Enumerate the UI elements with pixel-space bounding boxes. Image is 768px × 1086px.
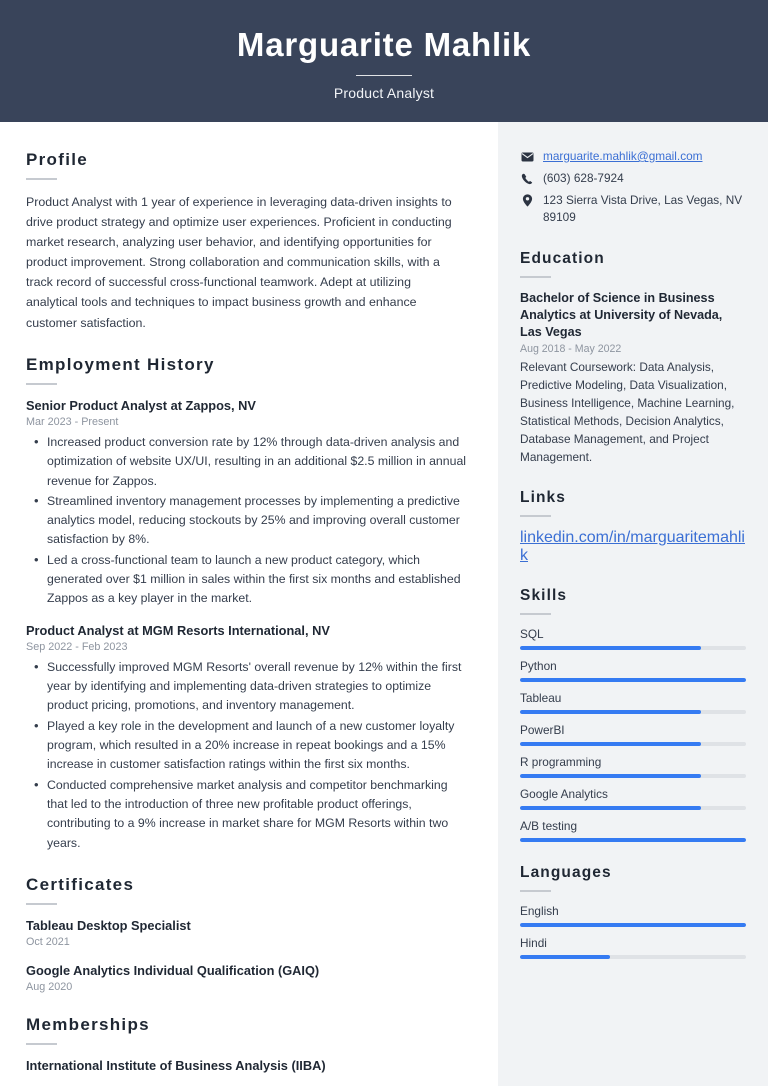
skill-bar-fill <box>520 678 746 682</box>
contact-details <box>520 148 746 226</box>
bullet-item: • Led a cross-functional team to launch a new product category, which generated over $1 million in sales within the first six months and established Zappos as a key player in the market. <box>26 551 466 609</box>
certificate-title: Tableau Desktop Specialist <box>26 917 191 933</box>
certificate-entry <box>26 962 466 993</box>
skill-item <box>520 691 746 714</box>
language-bar-track <box>520 955 746 959</box>
section-certificates <box>26 875 466 994</box>
skill-item <box>520 819 746 842</box>
employment-date: Mar 2023 - Present <box>26 415 119 428</box>
skill-bar-fill <box>520 806 701 810</box>
skill-item <box>520 787 746 810</box>
skill-item <box>520 755 746 778</box>
section-rule <box>520 276 551 278</box>
profile-text: Product Analyst with 1 year of experience in leveraging data-driven insights to drive product strategy and optimize user experiences. Proficient in conducting market research, analyzing user behavior, and identifying opportunities for product improvement. Strong collaboration and communication skills, with a track record of successful cross-functional teamwork. Adept at utilizing analytical tools and techniques to impact business growth and enhance customer satisfaction. <box>26 195 452 330</box>
skill-bar-track <box>520 838 746 842</box>
contact-email-link[interactable]: marguarite.mahlik@gmail.com <box>543 149 703 163</box>
certificate-date: Aug 2020 <box>26 981 73 994</box>
employment-date: Sep 2022 - Feb 2023 <box>26 640 128 653</box>
language-bar-fill <box>520 955 610 959</box>
section-heading-skills: Skills <box>520 586 568 604</box>
skill-bar-track <box>520 806 746 810</box>
education-entry <box>520 290 746 466</box>
bullet-item: • Conducted comprehensive market analysis and competitor benchmarking that led to the introduction of three new profitable product offerings, contributing to a 9% increase in market share for MGM Resorts within two years. <box>26 776 466 853</box>
language-bar-fill <box>520 923 746 927</box>
language-label: Hindi <box>520 935 547 950</box>
linkedin-link[interactable]: linkedin.com/in/marguaritemahlik <box>520 528 745 564</box>
skill-bar-fill <box>520 774 701 778</box>
skill-item <box>520 659 746 682</box>
section-memberships <box>26 1015 466 1074</box>
main-column <box>0 122 498 1086</box>
education-date: Aug 2018 - May 2022 <box>520 343 622 355</box>
skill-bar-fill <box>520 838 746 842</box>
section-heading-education: Education <box>520 250 605 268</box>
skill-bar-track <box>520 646 746 650</box>
skill-bar-fill <box>520 710 701 714</box>
employment-title: Senior Product Analyst at Zappos, NV <box>26 397 256 413</box>
skill-bar-track <box>520 774 746 778</box>
skill-label: A/B testing <box>520 818 578 833</box>
section-employment-history <box>26 355 466 853</box>
bullet-item: • Streamlined inventory management processes by implementing a predictive analytics model, reducing stockouts by 25% and improving overall customer satisfaction by 8%. <box>26 492 466 550</box>
bullet-item: • Successfully improved MGM Resorts' overall revenue by 12% within the first year by identifying and implementing data-driven strategies to optimize product pricing, promotions, and inventory management. <box>26 658 466 716</box>
section-links <box>520 489 746 565</box>
resume-header <box>0 0 768 122</box>
section-rule <box>26 903 57 905</box>
section-rule <box>26 1043 57 1045</box>
skill-bar-track <box>520 710 746 714</box>
section-education <box>520 250 746 466</box>
resume-body <box>0 122 768 1086</box>
skill-label: Python <box>520 658 557 673</box>
section-languages <box>520 864 746 959</box>
bullet-item: • Played a key role in the development and launch of a new customer loyalty program, which resulted in a 20% increase in repeat bookings and a 15% increase in customer satisfaction ratings within the first six months. <box>26 717 466 775</box>
section-skills <box>520 587 746 842</box>
certificate-entry <box>26 917 466 948</box>
skill-item <box>520 627 746 650</box>
employment-bullets <box>26 433 466 609</box>
candidate-job-title: Product Analyst <box>333 84 435 101</box>
section-heading-employment: Employment History <box>26 354 215 374</box>
bullet-item: • Increased product conversion rate by 12% through data-driven analysis and optimization of website UX/UI, resulting in an additional $2.5 million in annual revenue for Zappos. <box>26 433 466 491</box>
contact-address-value: 123 Sierra Vista Drive, Las Vegas, NV 89109 <box>543 193 743 225</box>
contact-phone-value: (603) 628-7924 <box>543 171 624 186</box>
membership-entry <box>26 1057 466 1074</box>
employment-entry <box>26 397 466 609</box>
skill-bar-fill <box>520 742 701 746</box>
skill-label: SQL <box>520 626 544 641</box>
employment-title: Product Analyst at MGM Resorts International, NV <box>26 622 330 638</box>
employment-entry <box>26 622 466 853</box>
skill-label: PowerBI <box>520 722 565 737</box>
section-rule <box>520 515 551 517</box>
section-heading-links: Links <box>520 488 566 506</box>
skill-label: Google Analytics <box>520 786 608 801</box>
section-rule <box>520 890 551 892</box>
section-profile <box>26 150 466 333</box>
membership-title: International Institute of Business Analysis (IIBA) <box>26 1058 326 1074</box>
contact-email-row[interactable] <box>520 148 746 165</box>
language-item <box>520 904 746 927</box>
skill-bar-fill <box>520 646 701 650</box>
language-label: English <box>520 903 559 918</box>
section-rule <box>520 613 551 615</box>
certificate-date: Oct 2021 <box>26 936 70 949</box>
section-heading-certificates: Certificates <box>26 874 135 894</box>
contact-phone-row <box>520 170 746 187</box>
employment-bullets <box>26 658 466 853</box>
skill-bar-track <box>520 678 746 682</box>
skill-label: R programming <box>520 754 602 769</box>
header-divider <box>356 75 412 76</box>
skill-bar-track <box>520 742 746 746</box>
candidate-name: Marguarite Mahlik <box>236 26 532 63</box>
sidebar-column <box>498 122 768 1086</box>
skill-label: Tableau <box>520 690 562 705</box>
language-bar-track <box>520 923 746 927</box>
contact-address-row <box>520 192 746 226</box>
section-rule <box>26 178 57 180</box>
phone-icon <box>520 170 534 185</box>
certificate-title: Google Analytics Individual Qualification (GAIQ) <box>26 963 320 979</box>
section-rule <box>26 383 57 385</box>
skill-item <box>520 723 746 746</box>
location-pin-icon <box>520 192 534 207</box>
education-title: Bachelor of Science in Business Analytics at University of Nevada, Las Vegas <box>520 291 723 340</box>
section-heading-memberships: Memberships <box>26 1015 150 1035</box>
section-heading-languages: Languages <box>520 863 612 881</box>
language-item <box>520 936 746 959</box>
envelope-icon <box>520 148 534 163</box>
section-heading-profile: Profile <box>26 150 89 169</box>
education-description: Relevant Coursework: Data Analysis, Predictive Modeling, Data Visualization, Business Intelligence, Machine Learning, Statistical Methods, Decision Analytics, Database Management, and Project Management. <box>520 360 735 464</box>
